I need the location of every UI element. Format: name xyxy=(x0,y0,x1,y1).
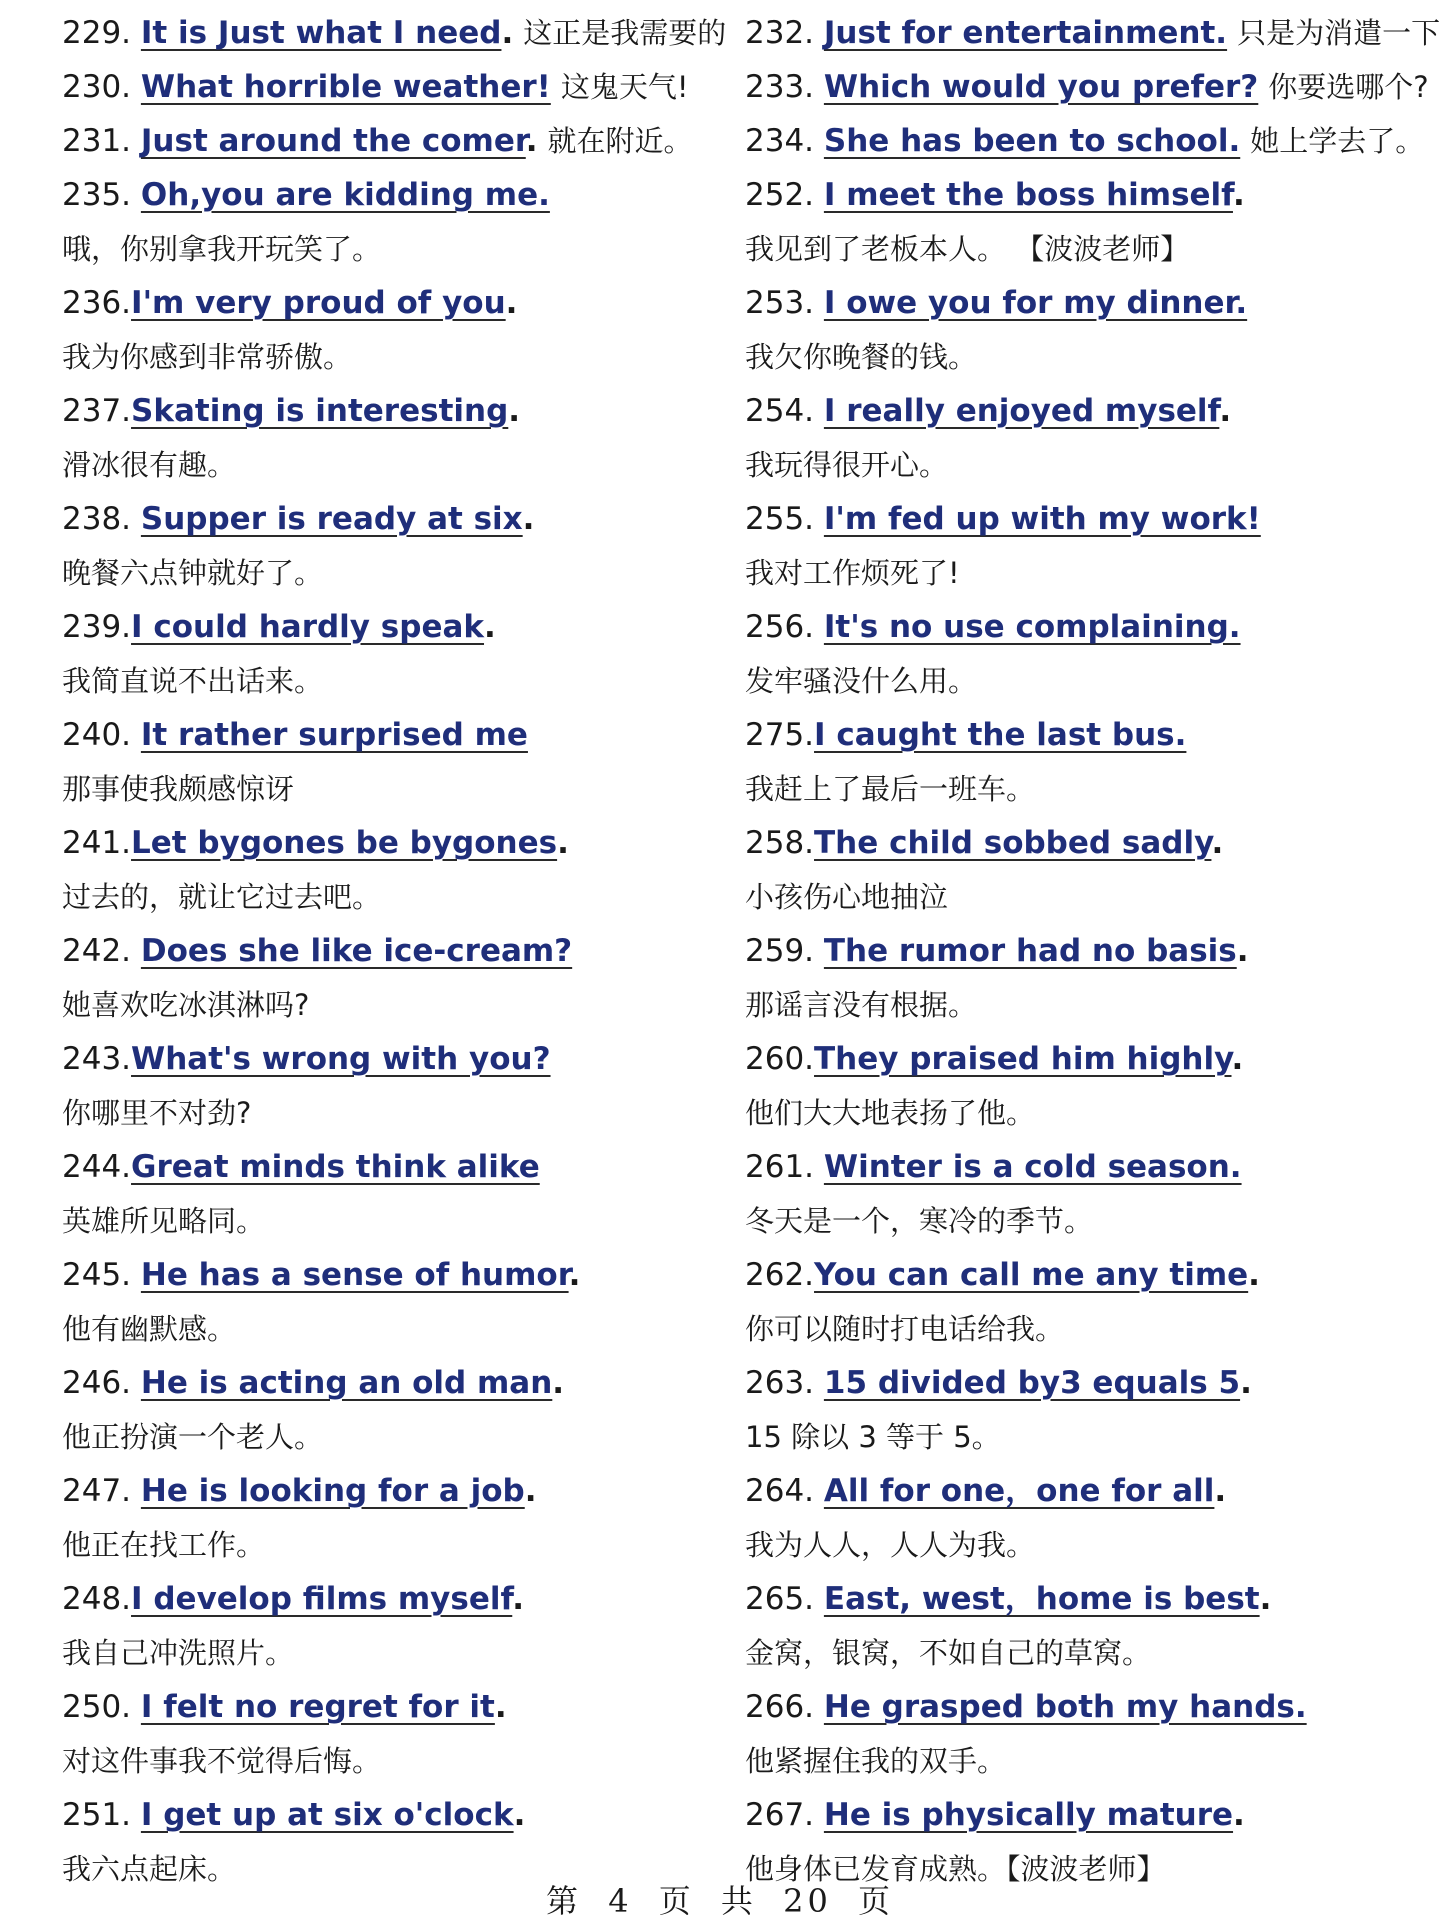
chinese-translation: 这鬼天气! xyxy=(560,70,689,104)
phrase-line xyxy=(745,168,1440,222)
phrase-punctuation: . xyxy=(552,1365,565,1401)
phrase-number: 266. xyxy=(745,1689,824,1725)
phrase-line xyxy=(62,276,762,330)
chinese-translation: 他们大大地表扬了他。 xyxy=(745,1096,1036,1130)
phrase-number: 264. xyxy=(745,1473,824,1509)
phrase-line xyxy=(745,1140,1440,1194)
footer-total-pages: 20 xyxy=(783,1882,832,1920)
chinese-translation: 我六点起床。 xyxy=(62,1852,237,1886)
phrase-punctuation: . xyxy=(1219,393,1232,429)
chinese-translation: 你可以随时打电话给我。 xyxy=(745,1312,1065,1346)
phrase-number: 242. xyxy=(62,933,141,969)
translation-line xyxy=(745,1626,1440,1680)
chinese-translation: 他有幽默感。 xyxy=(62,1312,237,1346)
phrase-line xyxy=(745,600,1440,654)
phrase-line xyxy=(745,924,1440,978)
phrase-line xyxy=(745,1788,1440,1842)
english-phrase: Winter is a cold season. xyxy=(823,1149,1242,1185)
english-phrase: I develop films myself xyxy=(131,1581,513,1617)
phrase-punctuation: . xyxy=(557,825,569,861)
english-phrase: Does she like ice-cream? xyxy=(140,933,573,969)
footer-page-number: 4 xyxy=(608,1882,633,1920)
phrase-line xyxy=(745,1248,1440,1302)
phrase-punctuation: . xyxy=(1231,1041,1244,1077)
translation-line xyxy=(62,1734,762,1788)
english-phrase: I could hardly speak xyxy=(131,609,485,645)
english-phrase: What horrible weather! xyxy=(140,69,551,105)
phrase-number: 261. xyxy=(745,1149,824,1185)
phrase-number: 230. xyxy=(62,69,141,105)
english-phrase: Just for entertainment. xyxy=(823,15,1228,51)
phrase-line xyxy=(62,924,762,978)
chinese-translation: 我简直说不出话来。 xyxy=(62,664,324,698)
english-phrase: It rather surprised me xyxy=(140,717,528,753)
phrase-line xyxy=(62,384,762,438)
phrase-number: 237. xyxy=(62,393,132,429)
phrase-punctuation: . xyxy=(1248,1257,1260,1293)
phrase-number: 250. xyxy=(62,1689,141,1725)
phrase-line xyxy=(62,1248,762,1302)
chinese-translation: 他紧握住我的双手。 xyxy=(745,1744,1007,1778)
phrase-number: 244. xyxy=(62,1149,132,1185)
footer-ye: 页 xyxy=(658,1882,695,1920)
phrase-line xyxy=(745,1680,1440,1734)
phrase-number: 246. xyxy=(62,1365,141,1401)
english-phrase: It's no use complaining. xyxy=(823,609,1241,645)
english-phrase: I owe you for my dinner. xyxy=(823,285,1248,321)
left-column xyxy=(62,6,762,1896)
chinese-translation: 那谣言没有根据。 xyxy=(745,988,978,1022)
chinese-translation: 我为人人，人人为我。 xyxy=(745,1528,1036,1562)
chinese-translation: 我对工作烦死了! xyxy=(745,556,960,590)
phrase-line xyxy=(62,1356,762,1410)
phrase-line xyxy=(62,816,762,870)
page-footer xyxy=(0,1882,1440,1920)
phrase-line xyxy=(745,1572,1440,1626)
translation-line xyxy=(745,1302,1440,1356)
english-phrase: He is looking for a job xyxy=(140,1473,525,1509)
english-phrase: I get up at six o'clock xyxy=(140,1797,514,1833)
english-phrase: I caught the last bus. xyxy=(814,717,1187,753)
phrase-punctuation: . xyxy=(1240,1365,1252,1401)
translation-line xyxy=(62,546,762,600)
phrase-punctuation: . xyxy=(568,1257,581,1293)
translation-line xyxy=(745,330,1440,384)
chinese-translation: 他正在找工作。 xyxy=(62,1528,266,1562)
translation-line xyxy=(745,1086,1440,1140)
english-phrase: Which would you prefer? xyxy=(823,69,1259,105)
phrase-number: 235. xyxy=(62,177,141,213)
translation-line xyxy=(62,978,762,1032)
phrase-number: 258. xyxy=(745,825,815,861)
phrase-line xyxy=(62,168,762,222)
english-phrase: I meet the boss himself xyxy=(823,177,1233,213)
phrase-punctuation: . xyxy=(525,123,538,159)
english-phrase: They praised him highly xyxy=(814,1041,1232,1077)
translation-line xyxy=(62,654,762,708)
chinese-translation: 我为你感到非常骄傲。 xyxy=(62,340,353,374)
english-phrase: I really enjoyed myself xyxy=(823,393,1220,429)
phrase-number: 245. xyxy=(62,1257,141,1293)
phrase-line xyxy=(62,6,762,60)
phrase-line xyxy=(745,1464,1440,1518)
english-phrase: He is physically mature xyxy=(823,1797,1234,1833)
chinese-translation: 他正扮演一个老人。 xyxy=(62,1420,324,1454)
phrase-number: 265. xyxy=(745,1581,824,1617)
translation-line xyxy=(745,870,1440,924)
phrase-punctuation: . xyxy=(1232,177,1245,213)
phrase-number: 232. xyxy=(745,15,824,51)
english-phrase: East, west，home is best xyxy=(823,1581,1260,1617)
phrase-number: 263. xyxy=(745,1365,824,1401)
phrase-number: 260. xyxy=(745,1041,815,1077)
phrase-punctuation: . xyxy=(1236,933,1249,969)
phrase-line xyxy=(745,816,1440,870)
phrase-line xyxy=(745,60,1440,114)
english-phrase: The child sobbed sadly xyxy=(814,825,1212,861)
english-phrase: He grasped both my hands. xyxy=(823,1689,1307,1725)
translation-line xyxy=(745,1734,1440,1788)
english-phrase: She has been to school. xyxy=(823,123,1241,159)
phrase-number: 241. xyxy=(62,825,132,861)
phrase-punctuation: . xyxy=(522,501,535,537)
english-phrase: Let bygones be bygones xyxy=(131,825,558,861)
chinese-translation: 过去的，就让它过去吧。 xyxy=(62,880,382,914)
chinese-translation: 小孩伤心地抽泣 xyxy=(745,880,949,914)
phrase-number: 262. xyxy=(745,1257,815,1293)
chinese-translation: 就在附近。 xyxy=(547,124,693,158)
chinese-translation: 我欠你晚餐的钱。 xyxy=(745,340,978,374)
english-phrase: I felt no regret for it xyxy=(140,1689,495,1725)
phrase-number: 275. xyxy=(745,717,815,753)
chinese-translation: 那事使我颇感惊讶 xyxy=(62,772,295,806)
english-phrase: All for one，one for all xyxy=(823,1473,1215,1509)
phrase-line xyxy=(62,600,762,654)
translation-line xyxy=(745,1410,1440,1464)
phrase-number: 238. xyxy=(62,501,141,537)
chinese-translation: 她喜欢吃冰淇淋吗? xyxy=(62,988,310,1022)
phrase-line xyxy=(62,60,762,114)
english-phrase: He has a sense of humor xyxy=(140,1257,569,1293)
phrase-line xyxy=(745,492,1440,546)
english-phrase: Oh,you are kidding me. xyxy=(140,177,550,213)
english-phrase: Supper is ready at six xyxy=(140,501,523,537)
footer-di: 第 xyxy=(546,1882,583,1920)
translation-line xyxy=(62,222,762,276)
translation-line xyxy=(745,546,1440,600)
phrase-line xyxy=(62,1788,762,1842)
phrase-number: 239. xyxy=(62,609,132,645)
phrase-line xyxy=(62,1464,762,1518)
phrase-line xyxy=(62,1032,762,1086)
phrase-number: 248. xyxy=(62,1581,132,1617)
translation-line xyxy=(62,1626,762,1680)
chinese-translation: 只是为消遣一下 xyxy=(1237,16,1440,50)
chinese-translation: 对这件事我不觉得后悔。 xyxy=(62,1744,382,1778)
phrase-punctuation: . xyxy=(1214,1473,1227,1509)
phrase-line xyxy=(62,1140,762,1194)
english-phrase: The rumor had no basis xyxy=(823,933,1237,969)
chinese-translation: 金窝，银窝，不如自己的草窝。 xyxy=(745,1636,1152,1670)
translation-line xyxy=(62,870,762,924)
chinese-translation: 哦，你别拿我开玩笑了。 xyxy=(62,232,382,266)
phrase-number: 243. xyxy=(62,1041,132,1077)
chinese-translation: 他身体已发育成熟。【波波老师】 xyxy=(745,1852,1166,1886)
translation-line xyxy=(62,1518,762,1572)
english-phrase: He is acting an old man xyxy=(140,1365,553,1401)
chinese-translation: 你要选哪个? xyxy=(1268,70,1429,104)
chinese-translation: 我赶上了最后一班车。 xyxy=(745,772,1036,806)
translation-line xyxy=(62,762,762,816)
phrase-line xyxy=(745,1356,1440,1410)
translation-line xyxy=(62,1302,762,1356)
phrase-punctuation: . xyxy=(1259,1581,1272,1617)
phrase-line xyxy=(745,114,1440,168)
chinese-translation: 滑冰很有趣。 xyxy=(62,448,237,482)
phrase-number: 253. xyxy=(745,285,824,321)
phrase-line xyxy=(62,708,762,762)
phrase-punctuation: . xyxy=(513,1797,526,1833)
footer-ye-end: 页 xyxy=(857,1882,894,1920)
chinese-translation: 我自己冲洗照片。 xyxy=(62,1636,295,1670)
phrase-punctuation: . xyxy=(508,393,521,429)
phrase-number: 240. xyxy=(62,717,141,753)
phrase-punctuation: . xyxy=(494,1689,507,1725)
phrase-number: 255. xyxy=(745,501,824,537)
phrase-number: 231. xyxy=(62,123,141,159)
english-phrase: Skating is interesting xyxy=(131,393,509,429)
english-phrase: What's wrong with you? xyxy=(131,1041,551,1077)
translation-line xyxy=(745,1518,1440,1572)
phrase-line xyxy=(62,114,762,168)
chinese-translation: 晚餐六点钟就好了。 xyxy=(62,556,324,590)
translation-line xyxy=(62,1086,762,1140)
translation-line xyxy=(745,654,1440,708)
phrase-number: 251. xyxy=(62,1797,141,1833)
chinese-translation: 这正是我需要的 xyxy=(523,16,727,50)
footer-gong: 共 xyxy=(720,1882,757,1920)
translation-line xyxy=(745,1194,1440,1248)
phrase-punctuation: . xyxy=(501,15,514,51)
phrase-punctuation: . xyxy=(505,285,518,321)
chinese-translation: 冬天是一个，寒冷的季节。 xyxy=(745,1204,1094,1238)
translation-line xyxy=(62,1194,762,1248)
phrase-line xyxy=(745,1032,1440,1086)
english-phrase: Just around the comer xyxy=(140,123,526,159)
phrase-line xyxy=(62,492,762,546)
translation-line xyxy=(745,762,1440,816)
phrase-number: 259. xyxy=(745,933,824,969)
chinese-translation: 发牢骚没什么用。 xyxy=(745,664,978,698)
chinese-translation: 你哪里不对劲? xyxy=(62,1096,252,1130)
phrase-number: 267. xyxy=(745,1797,824,1833)
chinese-translation: 她上学去了。 xyxy=(1250,124,1425,158)
phrase-number: 252. xyxy=(745,177,824,213)
translation-line xyxy=(62,1410,762,1464)
phrase-line xyxy=(745,6,1440,60)
english-phrase: I'm very proud of you xyxy=(131,285,506,321)
right-column xyxy=(745,6,1440,1896)
phrase-number: 229. xyxy=(62,15,141,51)
phrase-line xyxy=(62,1680,762,1734)
chinese-translation: 英雄所见略同。 xyxy=(62,1204,266,1238)
phrase-number: 247. xyxy=(62,1473,141,1509)
english-phrase: It is Just what I need xyxy=(140,15,502,51)
phrase-number: 256. xyxy=(745,609,824,645)
phrase-punctuation: . xyxy=(524,1473,537,1509)
chinese-translation: 我玩得很开心。 xyxy=(745,448,949,482)
phrase-punctuation: . xyxy=(1233,1797,1245,1833)
chinese-translation: 我见到了老板本人。 【波波老师】 xyxy=(745,232,1190,266)
phrase-line xyxy=(62,1572,762,1626)
translation-line xyxy=(745,978,1440,1032)
chinese-translation: 15 除以 3 等于 5。 xyxy=(745,1420,1001,1454)
translation-line xyxy=(62,438,762,492)
translation-line xyxy=(745,222,1440,276)
phrase-number: 234. xyxy=(745,123,824,159)
phrase-punctuation: . xyxy=(1211,825,1224,861)
translation-line xyxy=(745,438,1440,492)
english-phrase: Great minds think alike xyxy=(131,1149,540,1185)
translation-line xyxy=(62,330,762,384)
phrase-punctuation: . xyxy=(484,609,496,645)
phrase-line xyxy=(745,708,1440,762)
english-phrase: You can call me any time xyxy=(814,1257,1249,1293)
phrase-line xyxy=(745,276,1440,330)
phrase-punctuation: . xyxy=(512,1581,525,1617)
phrase-number: 254. xyxy=(745,393,824,429)
phrase-number: 236. xyxy=(62,285,132,321)
english-phrase: I'm fed up with my work! xyxy=(823,501,1261,537)
english-phrase: 15 divided by3 equals 5 xyxy=(823,1365,1241,1401)
phrase-line xyxy=(745,384,1440,438)
phrase-number: 233. xyxy=(745,69,824,105)
